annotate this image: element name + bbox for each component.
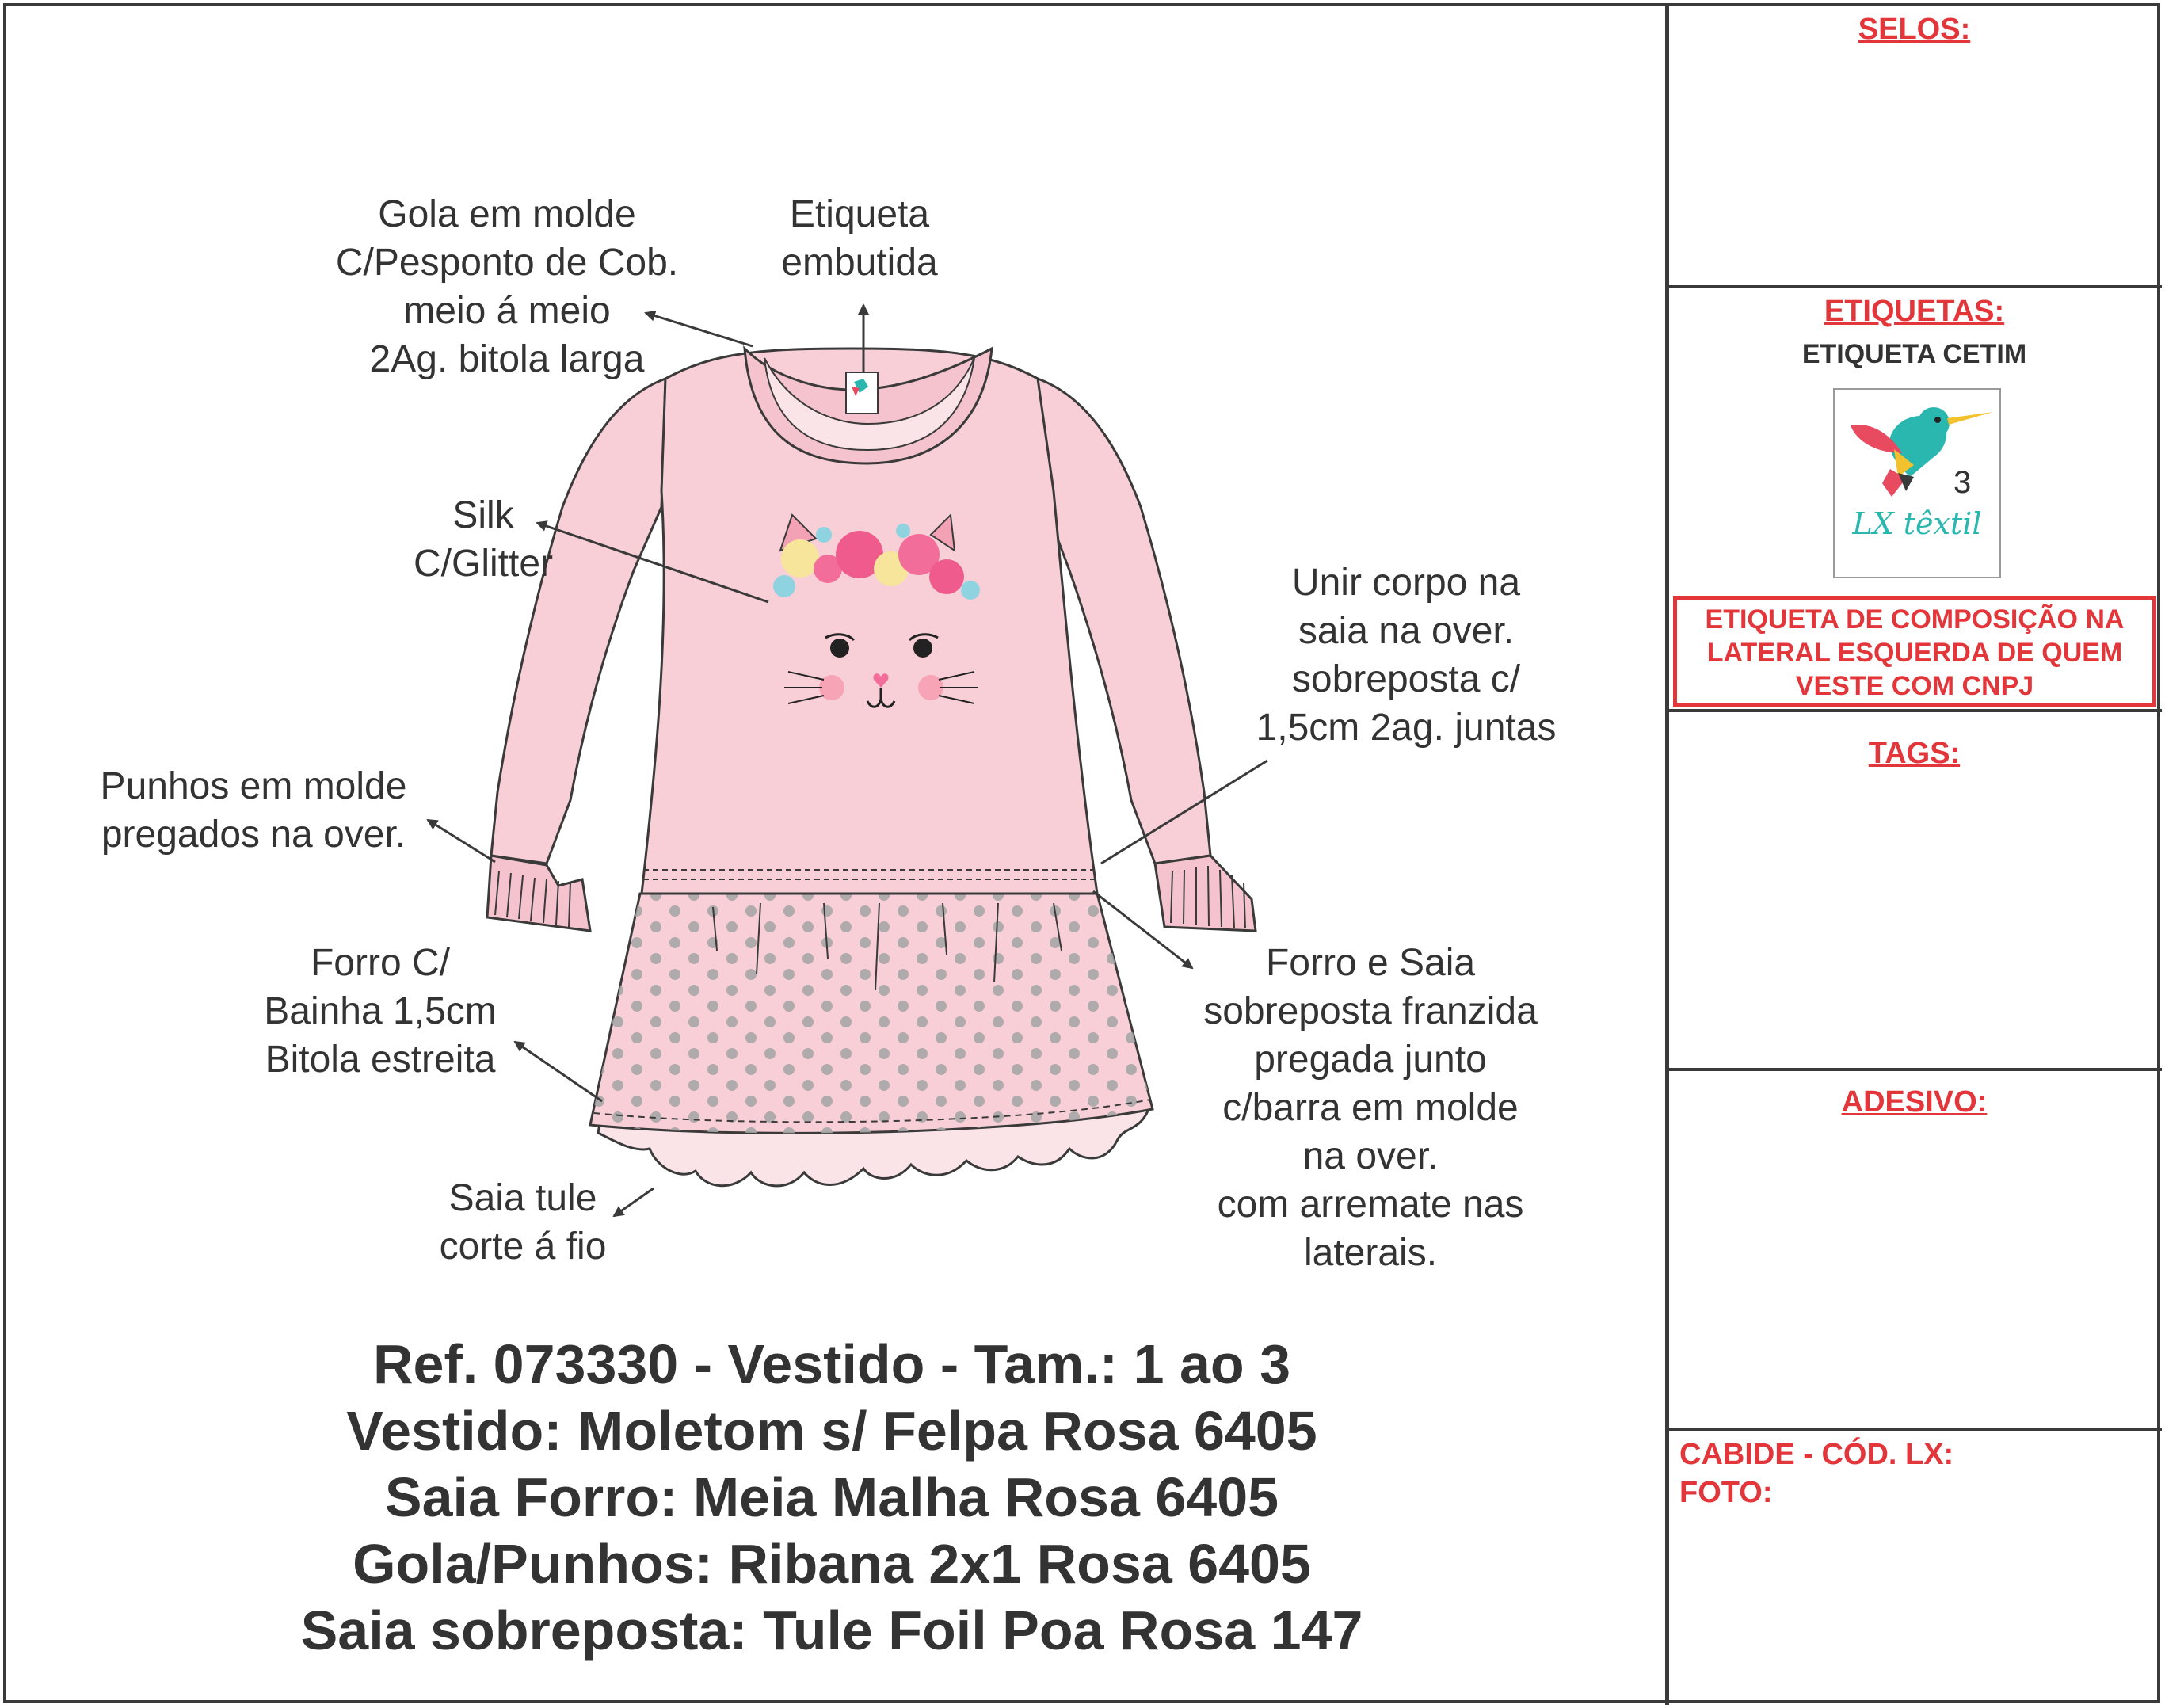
unir-line-4: 1,5cm 2ag. juntas bbox=[1256, 707, 1557, 749]
annotation-etiqueta bbox=[753, 190, 966, 287]
unir-line-1: Unir corpo na bbox=[1291, 562, 1521, 604]
divider-etiquetas bbox=[1667, 709, 2162, 712]
arrow-forro bbox=[515, 1042, 602, 1101]
annotation-saia-tule bbox=[404, 1174, 642, 1271]
forro-saia-line-4: c/barra em molde bbox=[1222, 1087, 1519, 1129]
logo-number: 3 bbox=[1953, 465, 1972, 500]
etiqueta-cetim-label: ETIQUETA CETIM bbox=[1801, 339, 2027, 369]
gola-line-3: meio á meio bbox=[403, 290, 611, 332]
unir-line-2: saia na over. bbox=[1298, 610, 1515, 652]
forro-saia-line-1: Forro e Saia bbox=[1265, 942, 1476, 984]
annotation-unir bbox=[1220, 559, 1592, 752]
spec-reference: Ref. 073330 - Vestido - Tam.: 1 ao 3 bbox=[372, 1333, 1291, 1395]
annotation-punhos bbox=[71, 762, 436, 859]
adesivo-title: ADESIVO: bbox=[1841, 1085, 1988, 1119]
hummingbird-icon bbox=[1835, 390, 1999, 577]
unir-line-3: sobreposta c/ bbox=[1291, 658, 1521, 700]
sidebar-divider bbox=[1665, 3, 1669, 1705]
divider-adesivo bbox=[1667, 1428, 2162, 1431]
spec-gola-punhos: Gola/Punhos: Ribana 2x1 Rosa 6405 bbox=[353, 1533, 1311, 1595]
forro-line-1: Forro C/ bbox=[310, 942, 450, 984]
skirt-lining bbox=[590, 894, 1153, 1133]
left-sleeve bbox=[487, 379, 665, 931]
forro-saia-line-3: pregada junto bbox=[1254, 1039, 1487, 1081]
brand-label-logo bbox=[1833, 388, 2001, 578]
gola-line-4: 2Ag. bitola larga bbox=[369, 338, 645, 380]
punhos-line-1: Punhos em molde bbox=[100, 765, 407, 807]
forro-line-2: Bainha 1,5cm bbox=[264, 990, 497, 1032]
composition-line-3: VESTE COM CNPJ bbox=[1795, 671, 2034, 701]
composition-line-1: ETIQUETA DE COMPOSIÇÃO NA bbox=[1705, 604, 2125, 635]
forro-saia-line-2: sobreposta franzida bbox=[1203, 990, 1538, 1032]
tags-title: TAGS: bbox=[1868, 737, 1961, 770]
selos-title: SELOS: bbox=[1858, 13, 1971, 46]
foto-label: FOTO: bbox=[1679, 1476, 1773, 1509]
saia-tule-line-1: Saia tule bbox=[448, 1177, 597, 1219]
gola-line-1: Gola em molde bbox=[378, 193, 636, 235]
arrow-punhos bbox=[428, 820, 495, 862]
annotation-silk bbox=[388, 491, 578, 588]
composition-label-note bbox=[1673, 596, 2156, 707]
annotation-gola bbox=[301, 190, 713, 383]
spec-footer bbox=[261, 1331, 1402, 1664]
logo-text: LX têxtil bbox=[1852, 506, 1982, 541]
spec-saia-sobreposta: Saia sobreposta: Tule Foil Poa Rosa 147 bbox=[300, 1599, 1363, 1661]
divider-tags bbox=[1667, 1068, 2162, 1071]
annotation-forro bbox=[238, 939, 523, 1084]
silk-line-1: Silk bbox=[452, 494, 514, 536]
cabide-label: CABIDE - CÓD. LX: bbox=[1679, 1438, 1954, 1471]
spec-vestido: Vestido: Moletom s/ Felpa Rosa 6405 bbox=[346, 1400, 1317, 1462]
forro-line-3: Bitola estreita bbox=[265, 1039, 496, 1081]
forro-saia-line-6: com arremate nas bbox=[1217, 1184, 1524, 1226]
forro-saia-line-7: laterais. bbox=[1303, 1232, 1438, 1274]
silk-line-2: C/Glitter bbox=[413, 543, 553, 585]
saia-tule-line-2: corte á fio bbox=[439, 1226, 607, 1268]
forro-saia-line-5: na over. bbox=[1302, 1135, 1439, 1177]
etiquetas-title: ETIQUETAS: bbox=[1824, 295, 2005, 328]
cabide-foto-block bbox=[1679, 1435, 1953, 1512]
inner-brand-tag bbox=[846, 372, 878, 414]
composition-line-2: LATERAL ESQUERDA DE QUEM bbox=[1706, 638, 2123, 668]
etiqueta-line-1: Etiqueta bbox=[789, 193, 930, 235]
spec-saia-forro: Saia Forro: Meia Malha Rosa 6405 bbox=[384, 1466, 1279, 1528]
annotation-forro-saia bbox=[1180, 939, 1561, 1277]
etiqueta-line-2: embutida bbox=[781, 242, 938, 284]
gola-line-2: C/Pesponto de Cob. bbox=[335, 242, 679, 284]
punhos-line-2: pregados na over. bbox=[101, 814, 406, 856]
divider-selos bbox=[1667, 285, 2162, 288]
